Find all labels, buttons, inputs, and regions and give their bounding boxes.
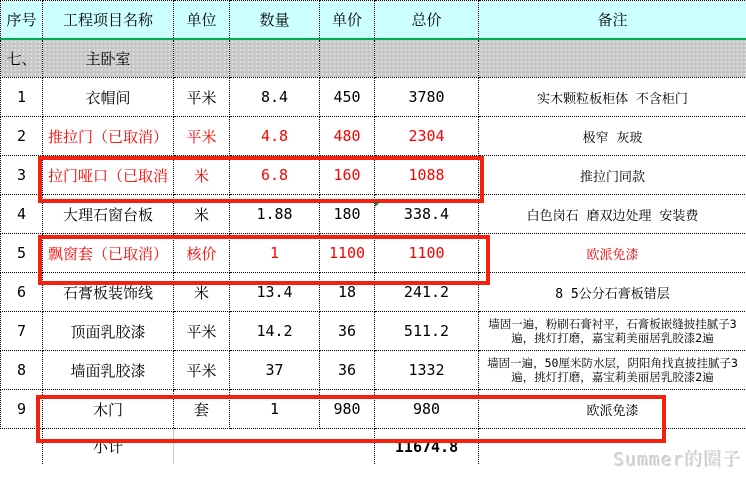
cell-qty[interactable]: 1.88 bbox=[230, 195, 320, 234]
cell-unit[interactable]: 平米 bbox=[174, 312, 230, 351]
header-total[interactable]: 总价 bbox=[375, 1, 479, 40]
cell-price[interactable]: 480 bbox=[320, 117, 375, 156]
cell-remark[interactable]: 推拉门同款 bbox=[479, 156, 746, 195]
cell-unit[interactable]: 平米 bbox=[174, 78, 230, 117]
cell-name[interactable]: 推拉门（已取消） bbox=[43, 117, 174, 156]
cell-price[interactable]: 980 bbox=[320, 390, 375, 429]
cell-total[interactable]: 1088 bbox=[375, 156, 479, 195]
subtotal-empty-cell[interactable] bbox=[174, 429, 375, 465]
cell-price[interactable]: 18 bbox=[320, 273, 375, 312]
cell-name[interactable]: 大理石窗台板 bbox=[43, 195, 174, 234]
cell-serial[interactable]: 6 bbox=[1, 273, 43, 312]
cell-qty[interactable]: 4.8 bbox=[230, 117, 320, 156]
table-row bbox=[1, 351, 746, 390]
table-row bbox=[1, 195, 746, 234]
header-row bbox=[1, 1, 746, 40]
cell-serial[interactable]: 1 bbox=[1, 78, 43, 117]
cell-qty[interactable]: 1 bbox=[230, 390, 320, 429]
cell-price[interactable]: 160 bbox=[320, 156, 375, 195]
table-row bbox=[1, 312, 746, 351]
cell-unit[interactable]: 核价 bbox=[174, 234, 230, 273]
watermark: Summer的圈子 bbox=[613, 450, 742, 471]
table-row bbox=[1, 78, 746, 117]
table-row bbox=[1, 117, 746, 156]
cell-price[interactable]: 36 bbox=[320, 351, 375, 390]
cell-name[interactable]: 顶面乳胶漆 bbox=[43, 312, 174, 351]
cell-total[interactable]: 511.2 bbox=[375, 312, 479, 351]
cell-remark[interactable]: 白色岗石 磨双边处理 安装费 bbox=[479, 195, 746, 234]
cell-remark[interactable]: 欧派免漆 bbox=[479, 390, 746, 429]
cell-unit[interactable]: 平米 bbox=[174, 117, 230, 156]
cell-remark[interactable]: 墙固一遍，粉刷石膏衬平，石膏板嵌缝披挂腻子3遍，挑灯打磨，嘉宝莉美丽居乳胶漆2遍 bbox=[479, 312, 746, 351]
cell-price[interactable]: 1100 bbox=[320, 234, 375, 273]
cell-name[interactable]: 拉门哑口（已取消 bbox=[43, 156, 174, 195]
section-empty-cell[interactable] bbox=[320, 39, 375, 78]
cell-serial[interactable]: 4 bbox=[1, 195, 43, 234]
cell-serial[interactable]: 2 bbox=[1, 117, 43, 156]
cell-qty[interactable]: 1 bbox=[230, 234, 320, 273]
cell-name[interactable]: 飘窗套（已取消） bbox=[43, 234, 174, 273]
cell-total[interactable]: 3780 bbox=[375, 78, 479, 117]
cell-name[interactable]: 衣帽间 bbox=[43, 78, 174, 117]
cell-total[interactable]: 2304 bbox=[375, 117, 479, 156]
cell-qty[interactable]: 37 bbox=[230, 351, 320, 390]
cell-remark[interactable]: 墙固一遍，50厘米防水层，阴阳角找直披挂腻子3遍，挑灯打磨，嘉宝莉美丽居乳胶漆2遍 bbox=[479, 351, 746, 390]
section-empty-cell[interactable] bbox=[174, 39, 230, 78]
cell-qty[interactable]: 13.4 bbox=[230, 273, 320, 312]
cell-unit[interactable]: 米 bbox=[174, 273, 230, 312]
section-number[interactable]: 七、 bbox=[1, 39, 43, 78]
cell-qty[interactable]: 14.2 bbox=[230, 312, 320, 351]
section-empty-cell[interactable] bbox=[230, 39, 320, 78]
table-row bbox=[1, 156, 746, 195]
header-remark[interactable]: 备注 bbox=[479, 1, 746, 40]
cell-remark[interactable]: 实木颗粒板柜体 不含柜门 bbox=[479, 78, 746, 117]
cell-unit[interactable]: 米 bbox=[174, 156, 230, 195]
subtotal-value[interactable]: 11674.8 bbox=[375, 429, 479, 465]
table-row bbox=[1, 273, 746, 312]
cell-unit[interactable]: 平米 bbox=[174, 351, 230, 390]
header-project[interactable]: 工程项目名称 bbox=[43, 1, 174, 40]
cell-serial[interactable]: 5 bbox=[1, 234, 43, 273]
header-qty[interactable]: 数量 bbox=[230, 1, 320, 40]
header-serial[interactable]: 序号 bbox=[1, 1, 43, 40]
section-empty-cell[interactable] bbox=[479, 39, 746, 78]
cell-unit[interactable]: 套 bbox=[174, 390, 230, 429]
cell-serial[interactable]: 7 bbox=[1, 312, 43, 351]
section-empty-cell[interactable] bbox=[375, 39, 479, 78]
cell-name[interactable]: 木门 bbox=[43, 390, 174, 429]
cell-name[interactable]: 石膏板装饰线 bbox=[43, 273, 174, 312]
cell-total[interactable]: 338.4 bbox=[375, 195, 479, 234]
cell-price[interactable]: 450 bbox=[320, 78, 375, 117]
table-row bbox=[1, 390, 746, 429]
cell-unit[interactable]: 米 bbox=[174, 195, 230, 234]
cell-serial[interactable]: 8 bbox=[1, 351, 43, 390]
subtotal-label[interactable]: 小计 bbox=[43, 429, 174, 465]
cell-serial[interactable]: 9 bbox=[1, 390, 43, 429]
header-unit[interactable]: 单位 bbox=[174, 1, 230, 40]
table-row bbox=[1, 234, 746, 273]
cell-total[interactable]: 980 bbox=[375, 390, 479, 429]
cell-total[interactable]: 1332 bbox=[375, 351, 479, 390]
cell-total[interactable]: 1100 bbox=[375, 234, 479, 273]
subtotal-empty-cell[interactable] bbox=[1, 429, 43, 465]
section-title[interactable]: 主卧室 bbox=[43, 39, 174, 78]
cell-remark[interactable]: 8 5公分石膏板错层 bbox=[479, 273, 746, 312]
cell-qty[interactable]: 6.8 bbox=[230, 156, 320, 195]
header-price[interactable]: 单价 bbox=[320, 1, 375, 40]
cell-price[interactable]: 36 bbox=[320, 312, 375, 351]
cell-remark[interactable]: 欧派免漆 bbox=[479, 234, 746, 273]
cell-serial[interactable]: 3 bbox=[1, 156, 43, 195]
cell-error-indicator-icon bbox=[375, 202, 380, 207]
cell-qty[interactable]: 8.4 bbox=[230, 78, 320, 117]
cell-price[interactable]: 180 bbox=[320, 195, 375, 234]
cell-name[interactable]: 墙面乳胶漆 bbox=[43, 351, 174, 390]
cell-total[interactable]: 241.2 bbox=[375, 273, 479, 312]
cell-remark[interactable]: 极窄 灰玻 bbox=[479, 117, 746, 156]
section-row bbox=[1, 39, 746, 78]
